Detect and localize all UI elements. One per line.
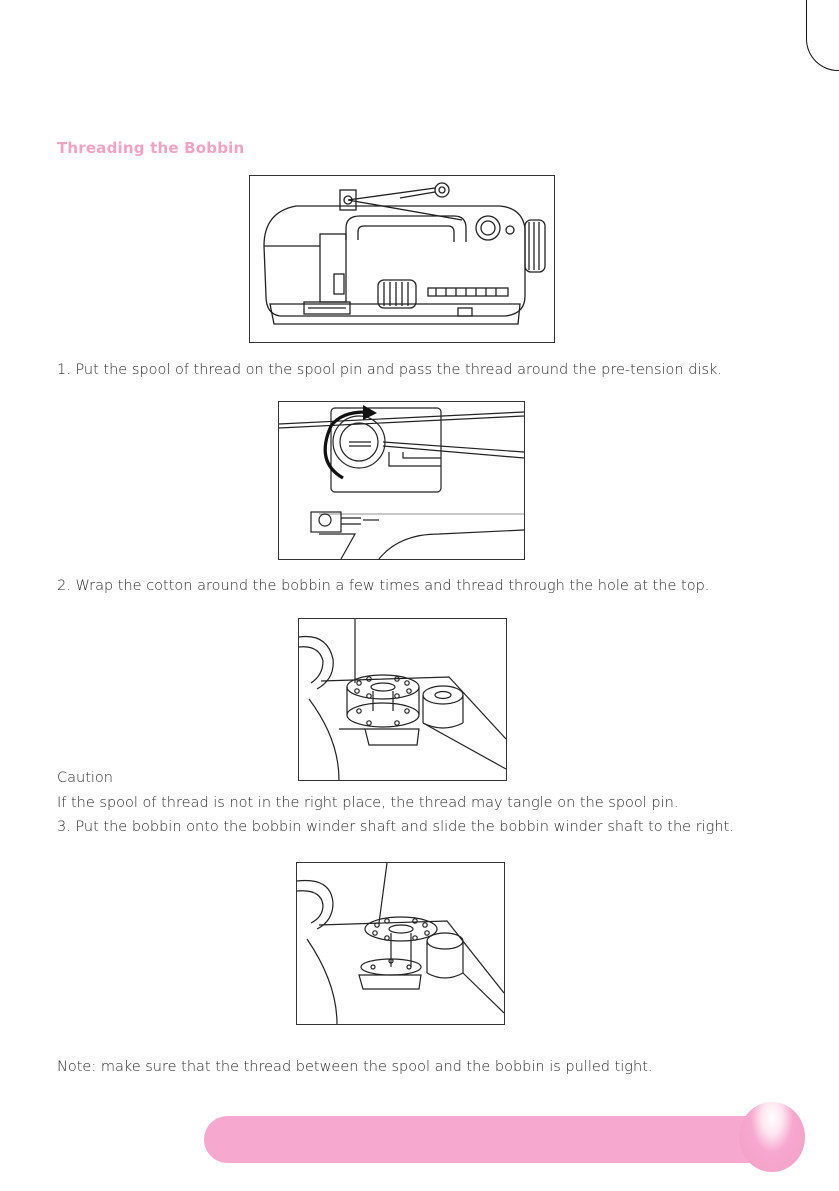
step-3-text: 3. Put the bobbin onto the bobbin winder shaft and slide the bobbin winder shaft to the right.: [57, 819, 734, 835]
figure-pretension-disk: [278, 401, 525, 560]
page-number-badge: [739, 1102, 805, 1172]
section-heading: Threading the Bobbin: [57, 139, 245, 157]
caution-text: If the spool of thread is not in the right place, the thread may tangle on the spool pin.: [57, 795, 679, 811]
note-text: Note: make sure that the thread between the spool and the bobbin is pulled tight.: [57, 1059, 653, 1075]
figure-machine-overview: [249, 175, 555, 343]
figure-bobbin-winder: [298, 618, 507, 781]
step-2-text: 2. Wrap the cotton around the bobbin a few times and thread through the hole at the top.: [57, 578, 710, 594]
figure-winder-shaft-right: [296, 862, 505, 1025]
page-edge-decoration: [806, 0, 839, 71]
caution-label: Caution: [57, 770, 113, 786]
footer-bar: [204, 1116, 784, 1163]
step-1-text: 1. Put the spool of thread on the spool pin and pass the thread around the pre-tension disk.: [57, 362, 723, 378]
